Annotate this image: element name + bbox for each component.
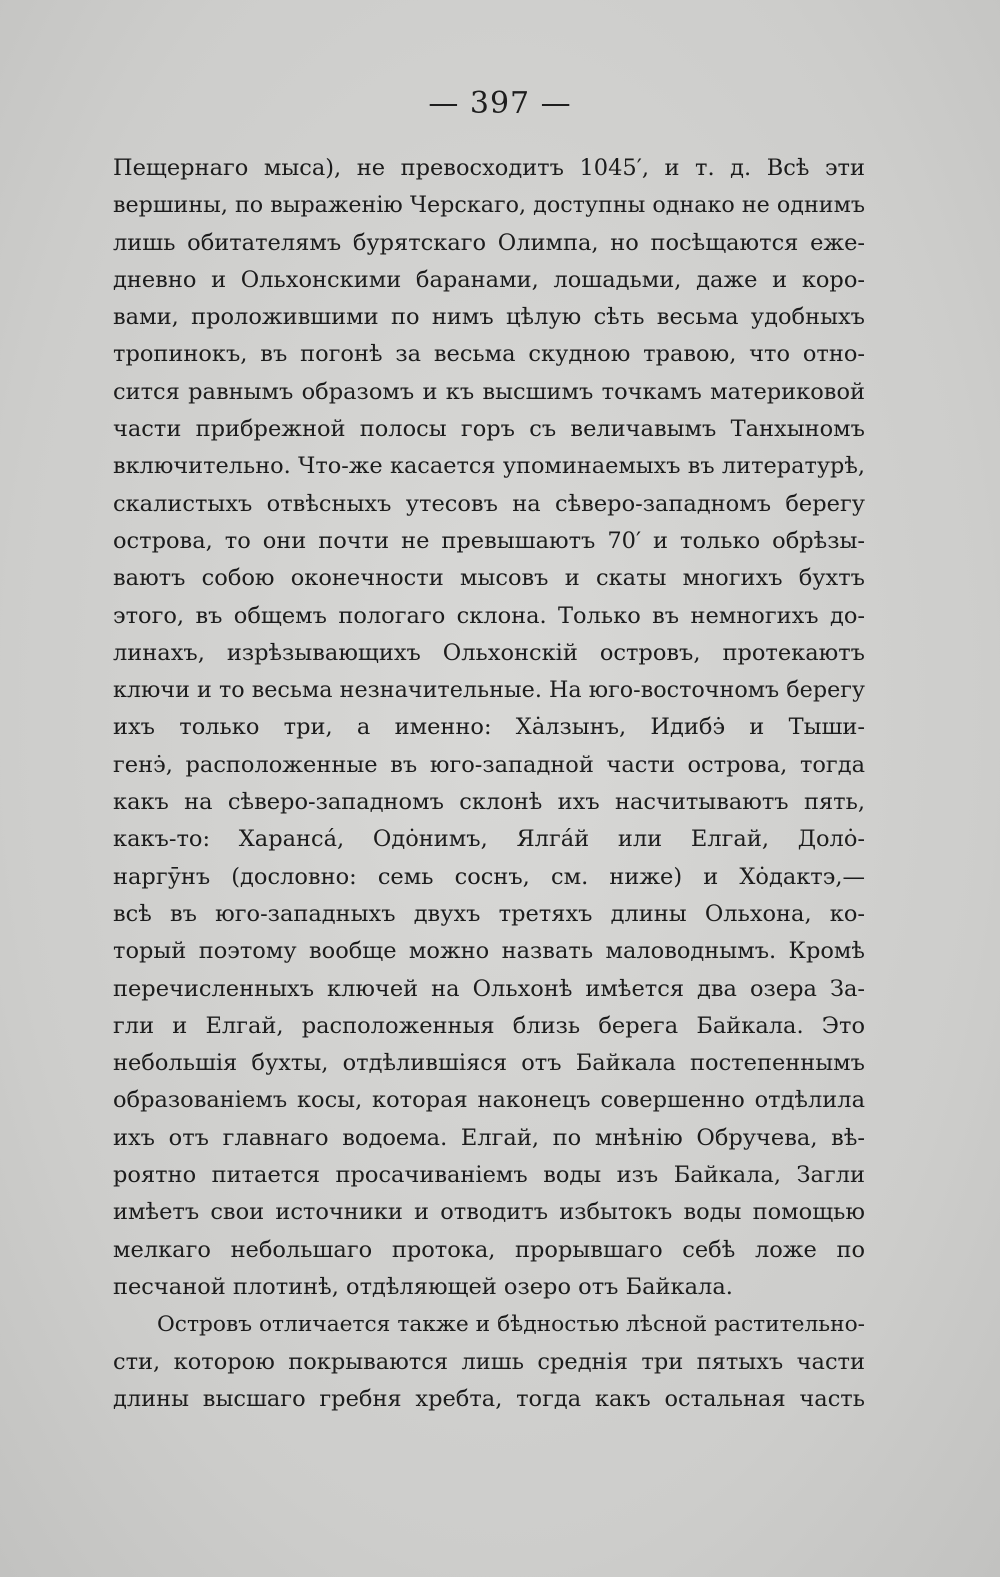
text-line: ихъ отъ главнаго водоема. Елгай, по мнѣнію Обручева, вѣ- xyxy=(113,1124,865,1151)
text-line: скалистыхъ отвѣсныхъ утесовъ на сѣверо-западномъ берегу xyxy=(113,490,865,517)
text-line: песчаной плотинѣ, отдѣляющей озеро отъ Байкала. xyxy=(113,1273,733,1300)
text-line: этого, въ общемъ пологаго склона. Только въ немногихъ до- xyxy=(113,602,865,629)
text-line: наргӯнъ (дословно: семь соснъ, см. ниже) и Хȯдактэ,— xyxy=(113,863,865,890)
text-line: лишь обитателямъ бурятскаго Олимпа, но посѣщаются еже- xyxy=(113,229,865,256)
text-line: небольшія бухты, отдѣлившіяся отъ Байкала постепеннымъ xyxy=(113,1050,865,1077)
text-line: торый поэтому вообще можно назвать маловоднымъ. Кромѣ xyxy=(113,938,865,965)
text-line: всѣ въ юго-западныхъ двухъ третяхъ длины Ольхона, ко- xyxy=(113,900,865,927)
text-line: тропинокъ, въ погонѣ за весьма скудною травою, что отно- xyxy=(113,341,865,368)
text-line: образованіемъ косы, которая наконецъ совершенно отдѣлила xyxy=(113,1087,865,1114)
text-line: Островъ отличается также и бѣдностью лѣсной растительно- xyxy=(157,1312,865,1338)
text-line: длины высшаго гребня хребта, тогда какъ остальная часть xyxy=(113,1385,865,1412)
text-line: какъ-то: Харансá, Одȯнимъ, Ялгáй или Елгай, Долȯ- xyxy=(113,826,865,853)
text-line: гли и Елгай, расположенныя близь берега Байкала. Это xyxy=(113,1012,865,1039)
text-line: линахъ, изрѣзывающихъ Ольхонскій островъ, протекаютъ xyxy=(113,639,865,666)
paragraph-1 xyxy=(113,150,865,1306)
text-line: ихъ только три, а именно: Хȧлзынъ, Идибэ̇ и Тыши- xyxy=(113,714,865,741)
text-line: сти, которою покрываются лишь среднія три пятыхъ части xyxy=(113,1348,865,1375)
page-number: — 397 — xyxy=(428,86,572,121)
text-line: имѣетъ свои источники и отводитъ избытокъ воды помощью xyxy=(113,1199,865,1226)
text-line: ключи и то весьма незначительные. На юго-восточномъ берегу xyxy=(113,677,865,704)
text-line: Пещернаго мыса), не превосходитъ 1045′, и т. д. Всѣ эти xyxy=(113,155,865,181)
text-line: острова, то они почти не превышаютъ 70′ и только обрѣзы- xyxy=(113,527,865,554)
text-line: сится равнымъ образомъ и къ высшимъ точкамъ материковой xyxy=(113,378,865,405)
text-line: включительно. Что-же касается упоминаемыхъ въ литературѣ, xyxy=(113,453,865,480)
text-line: вами, проложившими по нимъ цѣлую сѣть весьма удобныхъ xyxy=(113,304,865,331)
text-line: мелкаго небольшаго протока, прорывшаго себѣ ложе по xyxy=(113,1236,865,1263)
body-text xyxy=(113,150,865,1418)
text-line: какъ на сѣверо-западномъ склонѣ ихъ насчитываютъ пять, xyxy=(113,789,865,816)
text-line: ваютъ собою оконечности мысовъ и скаты многихъ бухтъ xyxy=(113,565,865,592)
text-line: перечисленныхъ ключей на Ольхонѣ имѣется два озера За- xyxy=(113,975,865,1002)
text-line: вершины, по выраженію Черскаго, доступны однако не однимъ xyxy=(113,192,865,219)
text-line: дневно и Ольхонскими баранами, лошадьми, даже и коро- xyxy=(113,266,865,293)
text-line: генэ̇, расположенные въ юго-западной части острова, тогда xyxy=(113,751,865,778)
text-line: роятно питается просачиваніемъ воды изъ Байкала, Загли xyxy=(113,1162,865,1189)
text-line: части прибрежной полосы горъ съ величавымъ Танхыномъ xyxy=(113,416,865,443)
paragraph-2 xyxy=(113,1306,865,1418)
